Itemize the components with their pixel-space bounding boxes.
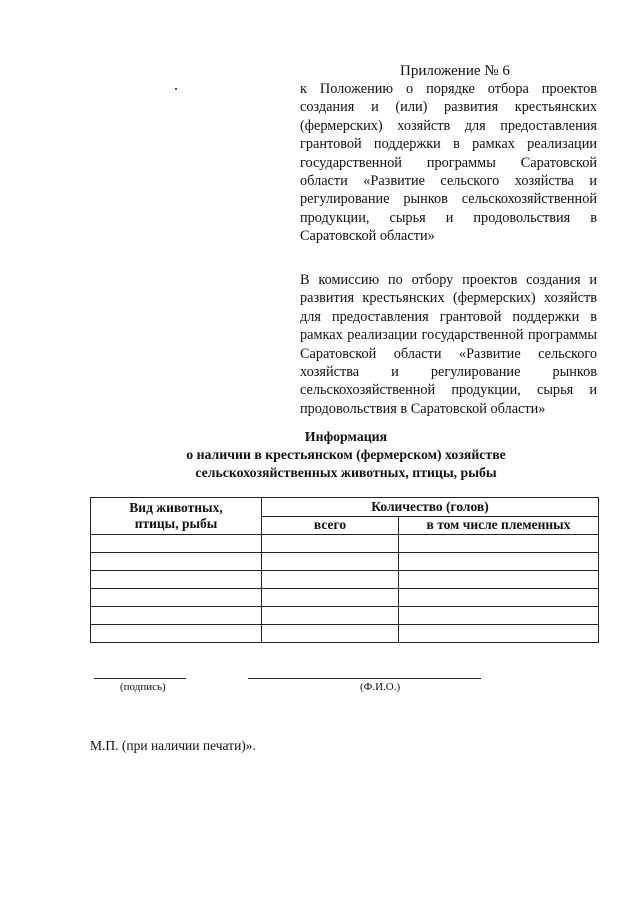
table-row xyxy=(91,589,599,607)
table-cell[interactable] xyxy=(399,571,599,589)
table-row xyxy=(91,625,599,643)
table-row xyxy=(91,571,599,589)
annex-title: Приложение № 6 xyxy=(400,63,510,79)
header-total: всего xyxy=(262,516,399,535)
table-cell[interactable] xyxy=(399,553,599,571)
full-name-line xyxy=(248,678,481,679)
table-body xyxy=(91,535,599,643)
header-quantity: Количество (голов) xyxy=(262,498,599,517)
table-row xyxy=(91,553,599,571)
table-cell[interactable] xyxy=(399,607,599,625)
annex-reference-text: к Положению о порядке отбора проектов создания и (или) развития крестьянских (фермерских) хозяйств для предоставления грантовой поддержки в рамках реализации государственной программы Саратовской области «Развитие сельского хозяйства и регулирование рынков сельскохозяйственной продукции, сырья и продовольствия в Саратовской области» xyxy=(300,81,597,245)
signature-caption: (подпись) xyxy=(120,681,166,693)
table-row xyxy=(91,607,599,625)
table-cell[interactable] xyxy=(262,607,399,625)
livestock-table xyxy=(90,497,599,643)
heading-line-1: Информация xyxy=(304,429,388,444)
table-cell[interactable] xyxy=(91,535,262,553)
scan-speck xyxy=(175,88,177,90)
table-cell[interactable] xyxy=(91,607,262,625)
table-cell[interactable] xyxy=(91,553,262,571)
table-cell[interactable] xyxy=(91,625,262,643)
header-animal-type: Вид животных, птицы, рыбы xyxy=(91,498,262,535)
document-heading xyxy=(0,428,640,482)
table-cell[interactable] xyxy=(262,625,399,643)
table-cell[interactable] xyxy=(91,571,262,589)
table-row xyxy=(91,535,599,553)
header-breeding: в том числе племенных xyxy=(399,516,599,535)
table-cell[interactable] xyxy=(399,625,599,643)
heading-line-3: сельскохозяйственных животных, птицы, рыбы xyxy=(195,465,497,480)
stamp-note: М.П. (при наличии печати)». xyxy=(90,738,256,753)
heading-line-2: о наличии в крестьянском (фермерском) хозяйстве xyxy=(186,447,506,462)
table-cell[interactable] xyxy=(262,571,399,589)
full-name-caption: (Ф.И.О.) xyxy=(360,681,401,693)
addressee-text: В комиссию по отбору проектов создания и развития крестьянских (фермерских) хозяйств для предоставления грантовой поддержки в рамках реализации государственной программы Саратовской области «Развитие сельского хозяйства и регулирование рынков сельскохозяйственной продукции, сырья и продовольствия в Саратовской области» xyxy=(300,272,597,417)
table-cell[interactable] xyxy=(262,589,399,607)
table-cell[interactable] xyxy=(399,535,599,553)
table-cell[interactable] xyxy=(262,535,399,553)
table-cell[interactable] xyxy=(91,589,262,607)
table-cell[interactable] xyxy=(399,589,599,607)
signature-block xyxy=(0,670,640,700)
table-cell[interactable] xyxy=(262,553,399,571)
signature-line xyxy=(94,678,186,679)
